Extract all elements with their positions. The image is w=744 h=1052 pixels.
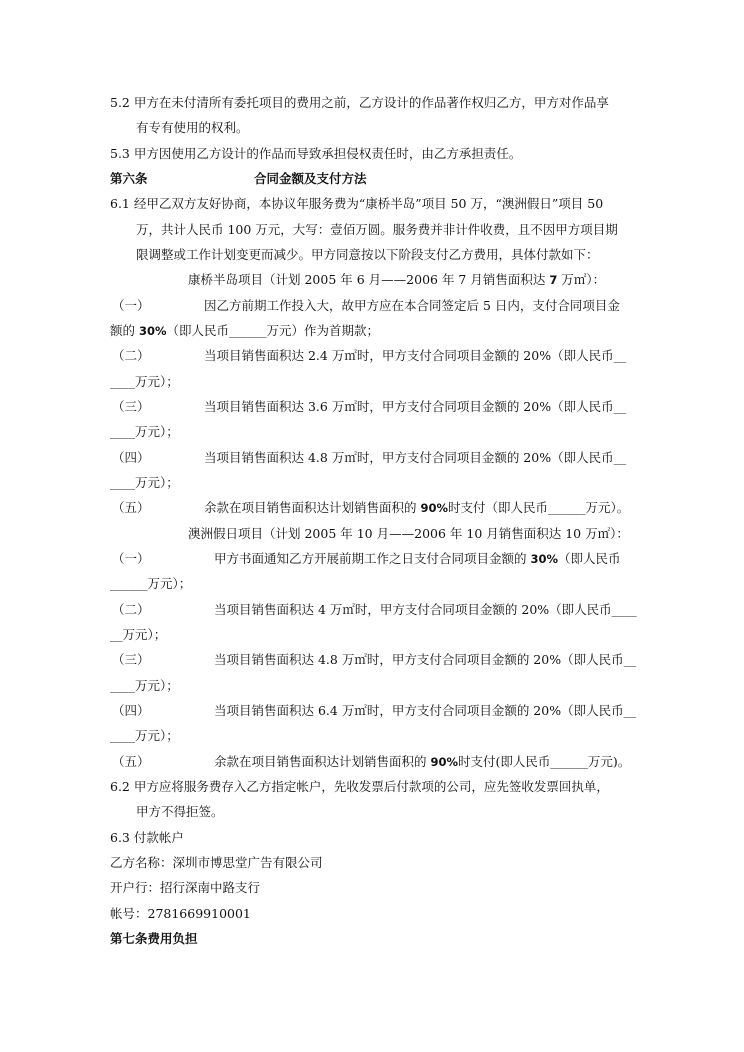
- line-text: 澳洲假日项目（计划 2005 年 10 月——2006 年 10 月销售面积达 10 万㎡）：: [188, 525, 629, 541]
- line-text: ____万元）；: [110, 728, 179, 744]
- line-text: 余款在项目销售面积达计划销售面积的: [214, 753, 431, 769]
- line-text: 限调整或工作计划变更而减少。甲方同意按以下阶段支付乙方费用，具体付款如下：: [136, 246, 599, 262]
- text-line: [110, 267, 636, 292]
- line-text: __万元）；: [110, 626, 167, 642]
- text-line: [110, 470, 636, 495]
- line-text: 甲方书面通知乙方开展前期工作之日支付合同项目金额的: [214, 550, 531, 566]
- line-text: 有专有使用的权利。: [136, 120, 249, 136]
- text-line: [110, 191, 636, 216]
- item-label: （五）: [112, 753, 150, 769]
- line-text: 5.2 甲方在未付清所有委托项目的费用之前，乙方设计的作品著作权归乙方，甲方对作品享: [110, 95, 609, 110]
- line-text: 乙方名称：深圳市博思堂广告有限公司: [110, 854, 323, 870]
- line-text: 当项目销售面积达 4.8 万㎡时，甲方支付合同项目金额的 20%（即人民币__: [214, 652, 637, 668]
- line-text: 6.2 甲方应将服务费存入乙方指定帐户，先收发票后付款项的公司，应先签收发票回执单，: [110, 778, 609, 794]
- item-label: （二）: [112, 348, 150, 364]
- line-text: 当项目销售面积达 3.6 万㎡时，甲方支付合同项目金额的 20%（即人民币__: [204, 398, 627, 414]
- text-line: [110, 799, 636, 824]
- item-label: （一）: [112, 297, 150, 313]
- text-line: [110, 343, 636, 368]
- item-label: （五）: [112, 500, 150, 516]
- line-text: ______万元）；: [110, 576, 192, 592]
- text-line: [110, 90, 636, 115]
- line-text: ____万元）；: [110, 474, 179, 490]
- document-page: [110, 90, 636, 951]
- text-line: [110, 546, 636, 571]
- text-line: [110, 521, 636, 546]
- bold-text: 90%: [430, 754, 459, 769]
- text-line: [110, 242, 636, 267]
- line-text: 甲方不得拒签。: [136, 804, 224, 820]
- line-text: 帐号：2781669910001: [110, 905, 251, 921]
- text-line: [110, 419, 636, 444]
- text-line: [110, 647, 636, 672]
- line-text: 万㎡）：: [557, 272, 606, 288]
- bold-text: 30%: [530, 551, 559, 566]
- line-text: 万，共计人民币 100 万元，大写：壹佰万圆。服务费并非计件收费，且不因甲方项目期: [136, 221, 618, 237]
- item-label: 第六条: [110, 170, 148, 186]
- section-heading: [110, 926, 636, 951]
- line-text: 当项目销售面积达 6.4 万㎡时，甲方支付合同项目金额的 20%（即人民币__: [214, 702, 637, 718]
- text-line: [110, 698, 636, 723]
- line-text: 当项目销售面积达 2.4 万㎡时，甲方支付合同项目金额的 20%（即人民币__: [204, 348, 627, 364]
- line-text: 5.3 甲方因使用乙方设计的作品而导致承担侵权责任时，由乙方承担责任。: [110, 145, 522, 161]
- text-line: [110, 318, 636, 343]
- text-line: [110, 875, 636, 900]
- item-label: （一）: [112, 550, 150, 566]
- text-line: [110, 597, 636, 622]
- line-text: 6.1 经甲乙双方友好协商，本协议年服务费为“康桥半岛”项目 50 万，“澳洲假日”项目 50: [110, 196, 604, 212]
- item-label: （四）: [112, 702, 150, 718]
- line-text: ____万元）；: [110, 373, 179, 389]
- text-line: [110, 141, 636, 166]
- item-label: （二）: [112, 601, 150, 617]
- bold-text: 30%: [138, 323, 167, 338]
- line-text: 开户行：招行深南中路支行: [110, 880, 261, 896]
- text-line: [110, 673, 636, 698]
- line-text: 合同金额及支付方法: [254, 170, 367, 186]
- line-text: 当项目销售面积达 4 万㎡时，甲方支付合同项目金额的 20%（即人民币____: [214, 601, 637, 617]
- section-heading: [110, 166, 636, 191]
- text-line: [110, 774, 636, 799]
- text-line: [110, 901, 636, 926]
- line-text: 时支付（即人民币______万元）。: [448, 500, 630, 516]
- item-label: （三）: [112, 652, 150, 668]
- line-text: ____万元）；: [110, 677, 179, 693]
- text-line: [110, 571, 636, 596]
- item-label: （四）: [112, 449, 150, 465]
- line-text: ____万元）；: [110, 424, 179, 440]
- text-line: [110, 749, 636, 774]
- line-text: 当项目销售面积达 4.8 万㎡时，甲方支付合同项目金额的 20%（即人民币__: [204, 449, 627, 465]
- text-line: [110, 217, 636, 242]
- line-text: 康桥半岛项目（计划 2005 年 6 月——2006 年 7 月销售面积达: [188, 272, 550, 288]
- text-line: [110, 369, 636, 394]
- line-text: 因乙方前期工作投入大，故甲方应在本合同签定后 5 日内，支付合同项目金: [204, 297, 620, 313]
- line-text: 额的: [110, 322, 139, 338]
- line-text: （即人民币______万元）作为首期款；: [166, 322, 380, 338]
- bold-text: 7: [549, 273, 558, 288]
- text-line: [110, 293, 636, 318]
- bold-text: 90%: [420, 501, 449, 516]
- text-line: [110, 723, 636, 748]
- line-text: 第七条费用负担: [110, 930, 198, 946]
- line-text: 余款在项目销售面积达计划销售面积的: [204, 500, 421, 516]
- item-label: （三）: [112, 398, 150, 414]
- line-text: 时支付(即人民币______万元)。: [458, 753, 631, 769]
- text-line: [110, 495, 636, 520]
- text-line: [110, 445, 636, 470]
- text-line: [110, 622, 636, 647]
- text-line: [110, 825, 636, 850]
- text-line: [110, 850, 636, 875]
- text-line: [110, 394, 636, 419]
- text-line: [110, 115, 636, 140]
- line-text: （即人民币: [558, 550, 621, 566]
- line-text: 6.3 付款帐户: [110, 829, 184, 845]
